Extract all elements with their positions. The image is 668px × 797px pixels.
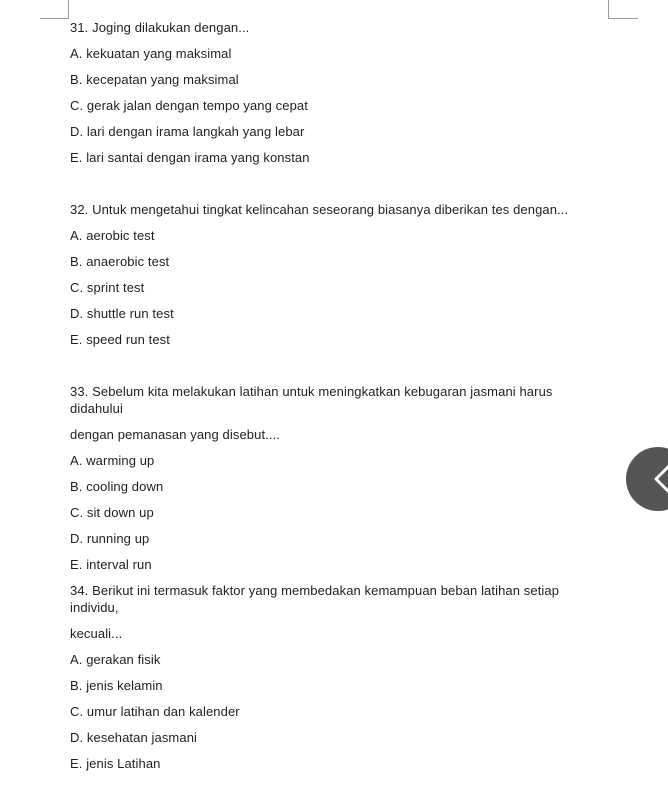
chevron-up-icon — [650, 461, 668, 497]
question-prompt-continued: kecuali... — [70, 626, 123, 641]
scroll-to-top-button[interactable] — [626, 447, 668, 511]
option: E. interval run — [70, 557, 152, 572]
question-number: 32. — [70, 202, 89, 217]
option: E. lari santai dengan irama yang konstan — [70, 150, 310, 165]
page-corner-mark-right — [608, 0, 638, 19]
option: A. gerakan fisik — [70, 652, 161, 667]
option: D. running up — [70, 531, 150, 546]
option: C. umur latihan dan kalender — [70, 704, 240, 719]
question-prompt: Joging dilakukan dengan... — [92, 20, 250, 35]
question-number: 33. — [70, 384, 89, 399]
option: E. speed run test — [70, 332, 170, 347]
question-34-text — [70, 583, 559, 599]
option: C. gerak jalan dengan tempo yang cepat — [70, 98, 308, 113]
question-prompt: Sebelum kita melakukan latihan untuk meningkatkan kebugaran jasmani harus — [92, 384, 553, 399]
question-prompt-continued: dengan pemanasan yang disebut.... — [70, 427, 281, 442]
question-number: 31. — [70, 20, 89, 35]
option: D. lari dengan irama langkah yang lebar — [70, 124, 305, 139]
option: E. jenis Latihan — [70, 756, 161, 771]
page-corner-mark-left — [40, 0, 69, 19]
option: C. sprint test — [70, 280, 145, 295]
question-prompt-continued: didahului — [70, 401, 123, 416]
question-32-text — [70, 202, 568, 218]
option: D. shuttle run test — [70, 306, 174, 321]
option: D. kesehatan jasmani — [70, 730, 198, 745]
question-prompt-continued: individu, — [70, 600, 119, 615]
question-prompt: Berikut ini termasuk faktor yang membedakan kemampuan beban latihan setiap — [92, 583, 560, 598]
question-number: 34. — [70, 583, 89, 598]
option: B. cooling down — [70, 479, 164, 494]
option: A. kekuatan yang maksimal — [70, 46, 232, 61]
option: C. sit down up — [70, 505, 154, 520]
option: A. aerobic test — [70, 228, 155, 243]
option: A. warming up — [70, 453, 155, 468]
option: B. anaerobic test — [70, 254, 170, 269]
option: B. kecepatan yang maksimal — [70, 72, 239, 87]
question-31-text — [70, 20, 249, 36]
option: B. jenis kelamin — [70, 678, 163, 693]
question-33-text — [70, 384, 553, 400]
question-prompt: Untuk mengetahui tingkat kelincahan seseorang biasanya diberikan tes dengan... — [92, 202, 569, 217]
